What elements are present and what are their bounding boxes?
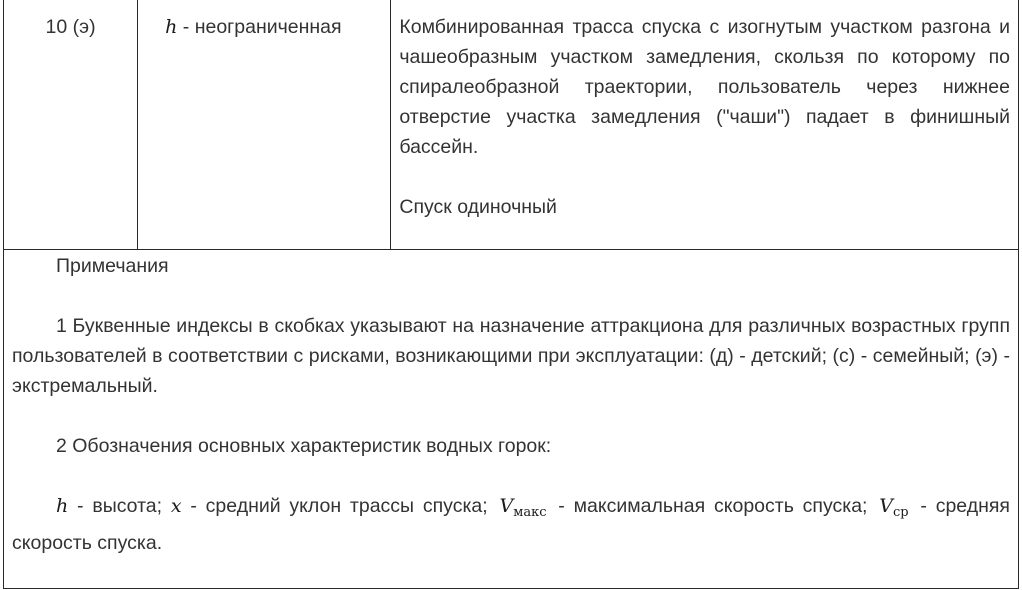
document-table: [3, 0, 1019, 589]
notes-cell: [4, 250, 1019, 589]
vavg-symbol: V: [879, 495, 894, 517]
table-row: [4, 0, 1019, 250]
notes-row: [4, 250, 1019, 589]
height-cell: [138, 0, 391, 250]
description-cell: [391, 0, 1019, 250]
height-text: - неограниченная: [177, 16, 342, 38]
height-symbol: h: [165, 16, 178, 38]
note-2: 2 Обозначения основных характеристик водных горок:: [56, 435, 552, 457]
description-paragraph: Комбинированная трасса спуска с изогнутым участком разгона и чашеобразным участком замедления, скользя по которому по спиралеобразной траектории, пользователь через нижнее отверстие участка замедления ("чаши") падает в финишный бассейн.: [399, 16, 1010, 158]
row-number-cell: [4, 0, 138, 250]
note-1: 1 Буквенные индексы в скобках указывают на назначение аттракциона для различных возрастных групп пользователей в соответствии с рисками, возникающими при эксплуатации: (д) - детский; (с) - семейный; (э) - экстремальный.: [12, 315, 1010, 397]
h-symbol: h: [56, 495, 69, 517]
vmax-symbol: V: [499, 495, 514, 517]
notes-heading: Примечания: [56, 255, 169, 277]
vavg-subscript: ср: [893, 505, 909, 520]
vavg-definition: - средняя скорость спуска.: [12, 495, 1010, 554]
descent-type: Спуск одиночный: [399, 196, 557, 218]
x-definition: - средний уклон трассы спуска;: [181, 495, 497, 517]
h-definition: - высота;: [68, 495, 171, 517]
vavg-symbol-group: [879, 495, 909, 520]
x-symbol: x: [170, 495, 182, 517]
row-number: 10 (э): [45, 16, 96, 38]
vmax-definition: - максимальная скорость спуска;: [549, 495, 877, 517]
vmax-symbol-group: [499, 495, 547, 520]
vmax-subscript: макс: [513, 505, 547, 520]
legend-paragraph: [12, 491, 1010, 558]
